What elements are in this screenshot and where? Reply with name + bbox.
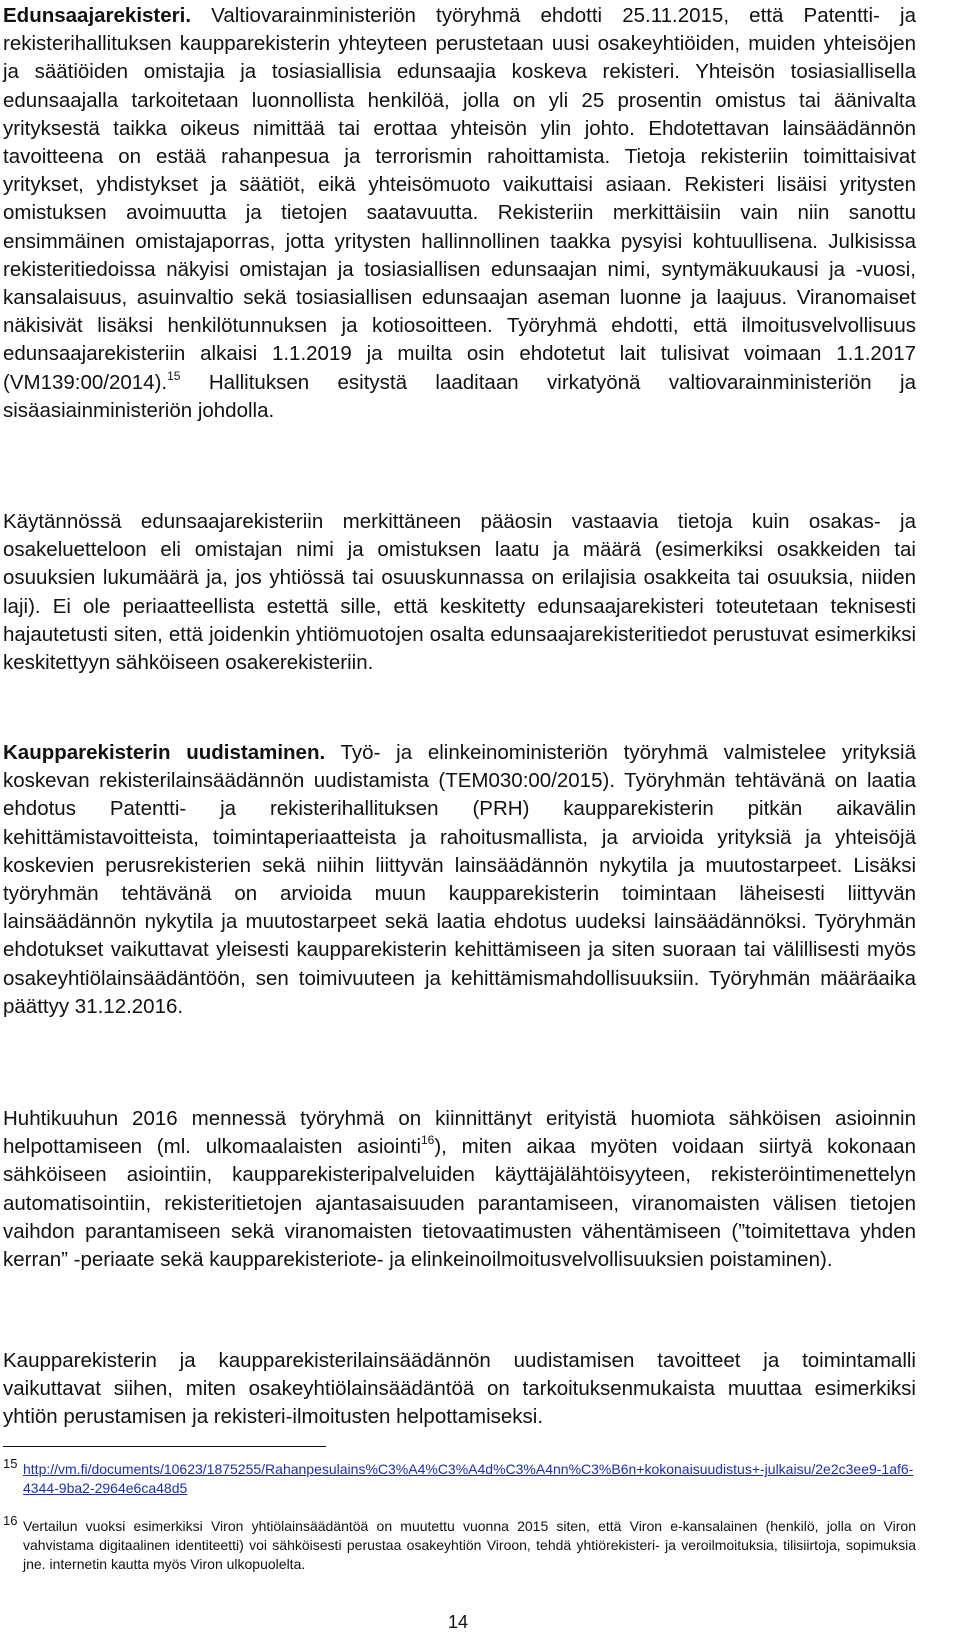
paragraph-text: Käytännössä edunsaajarekisteriin merkittäneen pääosin vastaavia tietoja kuin osakas- ja osakeluetteloon eli omistajan nimi ja omistuksen laatu ja määrä (esimerkiksi osakkeiden tai osuuksien lukumäärä ja, jos yhtiössä tai osuuskunnassa on erilajisia osakkeita tai osuuksia, niiden laji). Ei ole periaatteellista estettä sille, että keskitetty edunsaajarekisteri toteutetaan teknisesti hajautetusti siten, että joidenkin yhtiömuotojen osalta edunsaajarekisteritiedot perustuvat esimerkiksi keskitettyyn sähköiseen osakerekisteriin. (3, 510, 916, 675)
footnote-number: 16 (3, 1513, 18, 1528)
paragraph-edunsaajarekisteri (3, 2, 916, 425)
paragraph-huhtikuuhun (3, 1105, 916, 1274)
paragraph-tavoitteet (3, 1347, 916, 1432)
footnote-link[interactable]: http://vm.fi/documents/10623/1875255/Rahanpesulains%C3%A4%C3%A4d%C3%A4nn%C3%B6n+kokonaisuudistus+-julkaisu/2e2c3ee9-1af6-4344-9ba2-2964e6ca48d5 (23, 1461, 914, 1497)
paragraph-text: Työ- ja elinkeinoministeriön työryhmä valmistelee yrityksiä koskevan rekisterilainsäädännön uudistamista (TEM030:00/2015). Työryhmän tehtävänä on laatia ehdotus Patentti- ja rekisterihallituksen (PRH) kaupparekisterin pitkän aikavälin kehittämistavoitteista, toimintaperiaatteista ja rahoitusmallista, ja arvioida yrityksiä ja yhteisöjä koskevien perusrekisterien sekä niihin liittyvän lainsäädännön nykytila ja muutostarpeet. Lisäksi työryhmän tehtävänä on arvioida muun kaupparekisterin toimintaan läheisesti liittyvän lainsäädännön nykytila ja muutostarpeet sekä laatia ehdotus uudeksi lainsäädännöksi. Työryhmän ehdotukset vaikuttavat yleisesti kaupparekisterin kehittämiseen ja siten suoraan tai välillisesti myös osakeyhtiölainsäädäntöön, sen toimivuuteen ja kehittämismahdollisuuksiin. Työryhmän määräaika päättyy 31.12.2016. (3, 741, 916, 1018)
footnote-15 (3, 1456, 916, 1498)
footnote-16 (3, 1513, 916, 1575)
paragraph-kaytannossa (3, 508, 916, 677)
paragraph-text-continued: ), miten aikaa myöten voidaan siirtyä kokonaan sähköiseen asiointiin, kaupparekisteripalveluiden käyttäjälähtöisyyteen, rekisteröintimenettelyn automatisointiin, rekisteritietojen ajantasaisuuden parantamiseen, viranomaisten välisen tietojen vaihdon parantamiseen sekä viranomaisten tietovaatimusten vähentämiseen (”toimitettava yhden kerran” -periaate sekä kaupparekisteriote- ja elinkeinoilmoitusvelvollisuuksien poistaminen). (3, 1135, 916, 1272)
footnote-separator (3, 1446, 326, 1447)
paragraph-heading: Kaupparekisterin uudistaminen. (3, 741, 326, 764)
paragraph-kaupparekisterin-uudistaminen (3, 739, 916, 1021)
page-number: 14 (447, 1612, 469, 1632)
paragraph-text: Kaupparekisterin ja kaupparekisterilainsäädännön uudistamisen tavoitteet ja toimintamalli vaikuttavat siihen, miten osakeyhtiölainsäädäntöä on tarkoituksenmukaista muuttaa esimerkiksi yhtiön perustamisen ja rekisteri-ilmoitusten helpottamiseksi. (3, 1349, 916, 1429)
paragraph-text: Huhtikuuhun 2016 mennessä työryhmä on kiinnittänyt erityistä huomiota sähköisen asioinnin helpottamiseen (ml. ulkomaalaisten asiointi (3, 1107, 916, 1159)
footnote-number: 15 (3, 1456, 18, 1471)
paragraph-text: Valtiovarainministeriön työryhmä ehdotti 25.11.2015, että Patentti- ja rekisterihallituksen kaupparekisterin yhteyteen perustetaan uusi osakeyhtiöiden, muiden yhteisöjen ja säätiöiden omistajia ja tosiasiallisia edunsaajia koskeva rekisteri. Yhteisön tosiasiallisella edunsaajalla tarkoitetaan luonnollista henkilöä, jolla on yli 25 prosentin omistus tai äänivalta yrityksestä taikka oikeus nimittää tai erottaa yhteisön ylin johto. Ehdotettavan lainsäädännön tavoitteena on estää rahanpesua ja terrorismin rahoittamista. Tietoja rekisteriin toimittaisivat yritykset, yhdistykset ja säätiöt, eikä yhteisömuoto vaikuttaisi asiaan. Rekisteri lisäisi yritysten omistuksen avoimuutta ja tietojen saatavuutta. Rekisteriin merkittäisiin vain niin sanottu ensimmäinen omistajaporras, jotta yritysten hallinnollinen taakka pysyisi kohtuullisena. Julkisissa rekisteritiedoissa näkyisi omistajan ja tosiasiallisen edunsaajan nimi, syntymäkuukausi ja -vuosi, kansalaisuus, asuinvaltio sekä tosiasiallisen edunsaajan aseman luonne ja laajuus. Viranomaiset näkisivät lisäksi henkilötunnuksen ja kotiosoitteen. Työryhmä ehdotti, että ilmoitusvelvollisuus edunsaajarekisteriin alkaisi 1.1.2019 ja muilta osin ehdotetut lait tulisivat voimaan 1.1.2017 (VM139:00/2014). (3, 4, 916, 394)
footnote-reference[interactable]: 15 (167, 368, 181, 383)
footnote-text: Vertailun vuoksi esimerkiksi Viron yhtiölainsäädäntöä on muutettu vuonna 2015 siten, että Viron e-kansalainen (henkilö, jolla on Viron vahvistama digitaalinen identiteetti) voi sähköisesti perustaa osakeyhtiön Viroon, tehdä yhtiörekisteri- ja veroilmoituksia, tilisiirtoja, sopimuksia jne. internetin kautta myös Viron ulkopuolelta. (23, 1518, 916, 1573)
footnote-reference[interactable]: 16 (421, 1133, 435, 1148)
paragraph-heading: Edunsaajarekisteri. (3, 4, 192, 27)
paragraph-text-continued: Hallituksen esitystä laaditaan virkatyönä valtiovarainministeriön ja sisäasiainministeriön johdolla. (3, 370, 916, 422)
